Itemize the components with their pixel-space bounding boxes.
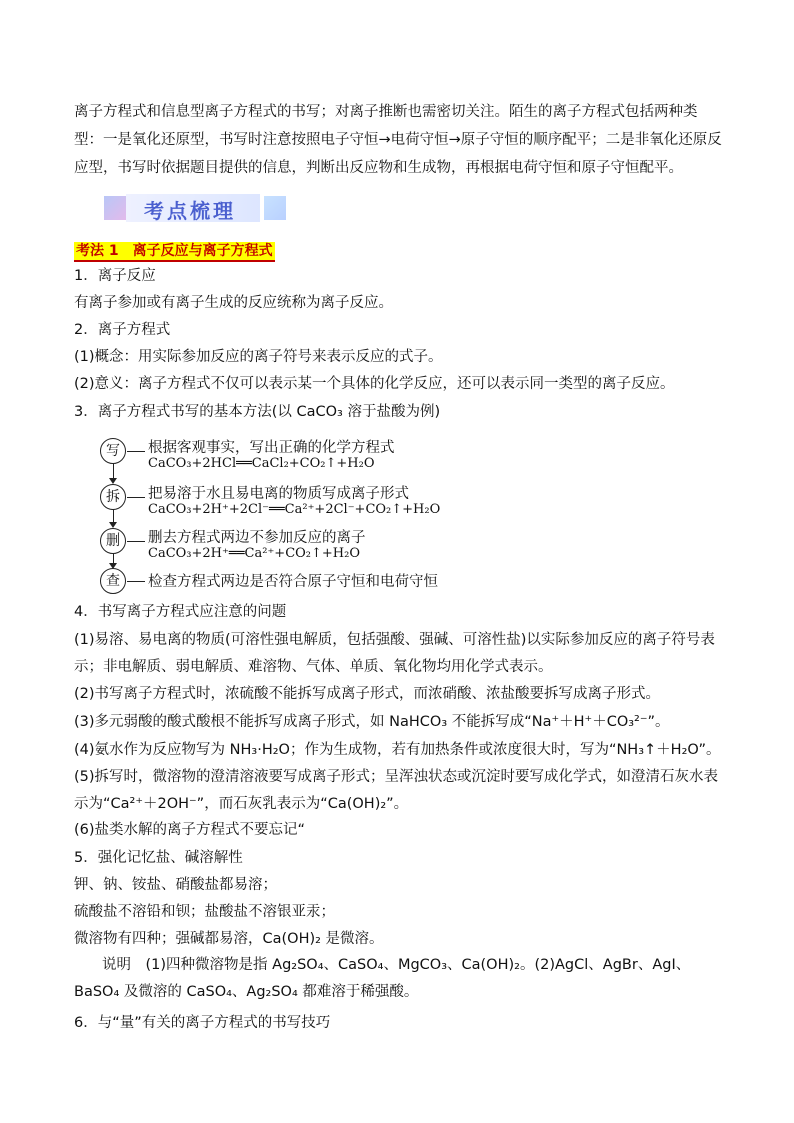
section-4-item-5: (5)拆写时，微溶物的澄清溶液要写成离子形式；呈浑浊状态或沉淀时要写成化学式，如澄清石灰水表示为“Ca²⁺＋2OH⁻”，而石灰乳表示为“Ca(OH)₂”。 [74,769,719,812]
section-2-item-2: (2)意义：离子方程式不仅可以表示某一个具体的化学反应，还可以表示同一类型的离子反应。 [74,376,675,392]
section-4-title: 4．书写离子方程式应注意的问题 [74,604,287,620]
section-4-item-1: (1)易溶、易电离的物质(可溶性强电解质，包括强酸、强碱、可溶性盐)以实际参加反应的离子符号表示；非电解质、弱电解质、难溶物、气体、单质、氧化物均用化学式表示。 [74,632,715,675]
section-5-line-3: 微溶物有四种；强碱都易溶，Ca(OH)₂ 是微溶。 [74,931,384,947]
step-equation: CaCO₃+2HCl══CaCl₂+CO₂↑+H₂O [148,456,375,471]
section-banner [104,192,286,226]
section-5-note: 说明 (1)四种微溶物是指 Ag₂SO₄、CaSO₄、MgCO₃、Ca(OH)₂。(2)AgCl、AgBr、AgI、BaSO₄ 及微溶的 CaSO₄、Ag₂SO₄ 都难溶于稀强酸。 [74,957,691,1000]
section-6-title: 6．与“量”有关的离子方程式的书写技巧 [74,1015,331,1031]
section-1-text: 有离子参加或有离子生成的反应统称为离子反应。 [74,295,393,311]
step-char-circle: 写 [100,438,126,464]
step-description: 删去方程式两边不参加反应的离子 [148,530,366,546]
banner-title: 考点梳理 [144,199,236,223]
step-description: 把易溶于水且易电离的物质写成离子形式 [148,486,409,502]
banner-right-block [264,196,286,220]
step-equation: CaCO₃+2H⁺══Ca²⁺+CO₂↑+H₂O [148,546,360,561]
section-4-item-3: (3)多元弱酸的酸式酸根不能拆写成离子形式，如 NaHCO₃ 不能拆写成“Na⁺＋H⁺＋CO₃²⁻”。 [74,714,670,730]
section-5-line-2: 硫酸盐不溶铅和钡；盐酸盐不溶银亚汞； [74,904,335,920]
step-char-circle: 查 [100,568,126,594]
section-2-item-1: (1)概念：用实际参加反应的离子符号来表示反应的式子。 [74,349,443,365]
section-4-item-6: (6)盐类水解的离子方程式不要忘记“ [74,822,306,838]
section-4-item-2: (2)书写离子方程式时，浓硫酸不能拆写成离子形式，而浓硝酸、浓盐酸要拆写成离子形式。 [74,686,661,702]
step-description: 检查方程式两边是否符合原子守恒和电荷守恒 [148,574,438,590]
step-char-circle: 删 [100,528,126,554]
step-description: 根据客观事实，写出正确的化学方程式 [148,440,395,456]
section-5-title: 5．强化记忆盐、碱溶解性 [74,850,243,866]
step-equation: CaCO₃+2H⁺+2Cl⁻══Ca²⁺+2Cl⁻+CO₂↑+H₂O [148,502,441,517]
section-4-item-4: (4)氨水作为反应物写为 NH₃·H₂O；作为生成物，若有加热条件或浓度很大时，写为“NH₃↑＋H₂O”。 [74,742,721,758]
method-heading: 考法 1 离子反应与离子方程式 [74,242,275,262]
step-char-circle: 拆 [100,484,126,510]
section-5-line-1: 钾、钠、铵盐、硝酸盐都易溶； [74,877,277,893]
section-2-title: 2．离子方程式 [74,322,171,338]
section-3-title: 3．离子方程式书写的基本方法(以 CaCO₃ 溶于盐酸为例) [74,404,441,420]
intro-paragraph: 离子方程式和信息型离子方程式的书写；对离子推断也需密切关注。陌生的离子方程式包括两种类型：一是氧化还原型，书写时注意按照电子守恒→电荷守恒→原子守恒的顺序配平；二是非氧化还原反应型，书写时依据题目提供的信息，判断出反应物和生成物，再根据电荷守恒和原子守恒配平。 [74,104,722,176]
section-1-title: 1．离子反应 [74,268,156,284]
